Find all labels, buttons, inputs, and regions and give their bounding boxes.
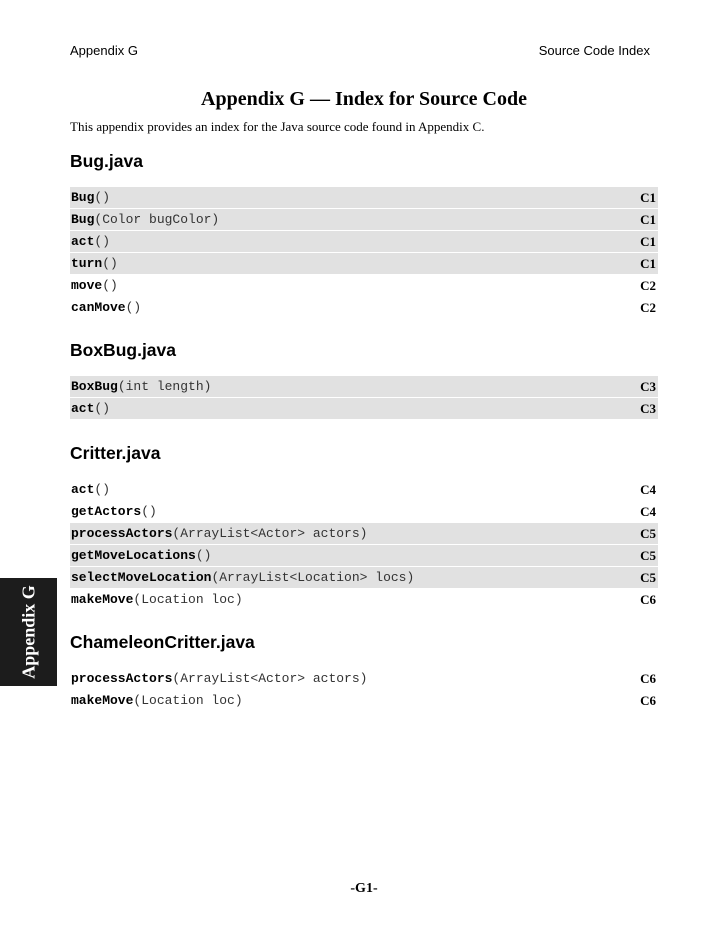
table-row (70, 567, 658, 589)
method-params: (Location loc) (133, 592, 243, 607)
page-reference: C3 (640, 400, 656, 416)
page-reference: C6 (640, 670, 656, 686)
table-row (70, 253, 658, 275)
section-bug-java (70, 150, 658, 319)
page-reference: C1 (640, 255, 656, 271)
index-table (70, 187, 658, 319)
table-row (70, 479, 658, 501)
index-table (70, 668, 658, 712)
method-signature (70, 256, 118, 271)
method-params: () (102, 256, 118, 271)
method-params: () (195, 548, 212, 563)
method-signature (70, 190, 110, 205)
section-heading: BoxBug.java (70, 340, 176, 360)
page-number: -G1- (350, 881, 378, 896)
method-params: () (141, 504, 157, 519)
method-signature (70, 570, 414, 585)
method-signature (70, 212, 219, 227)
method-signature (70, 300, 141, 315)
method-params: (ArrayList<Actor> actors) (172, 526, 368, 541)
table-row (70, 398, 658, 420)
method-params: () (94, 482, 111, 497)
method-name: act (71, 482, 95, 497)
method-signature (70, 504, 157, 519)
side-tab-label: Appendix G (18, 585, 38, 679)
method-name: canMove (71, 300, 126, 315)
section-heading: ChameleonCritter.java (70, 632, 255, 652)
page-reference: C1 (640, 211, 656, 227)
page-reference: C1 (640, 189, 656, 205)
method-name: makeMove (71, 592, 134, 607)
method-signature (70, 671, 367, 686)
table-row (70, 297, 658, 319)
table-row (70, 523, 658, 545)
running-header-right: Source Code Index (538, 43, 650, 58)
method-signature (70, 592, 243, 607)
page-reference: C4 (640, 481, 656, 497)
method-name: makeMove (71, 693, 134, 708)
method-params: () (94, 401, 111, 416)
table-row (70, 668, 658, 690)
method-params: (int length) (117, 379, 212, 394)
method-signature (70, 379, 211, 394)
method-name: getMoveLocations (71, 548, 196, 563)
table-row (70, 501, 658, 523)
method-name: getActors (71, 504, 142, 519)
section-heading: Bug.java (70, 151, 143, 171)
page-reference: C2 (640, 277, 656, 293)
page-reference: C3 (640, 378, 656, 394)
page-title: Appendix G — Index for Source Code (201, 88, 527, 110)
method-name: act (71, 401, 95, 416)
method-params: () (94, 190, 111, 205)
table-row (70, 545, 658, 567)
section-critter-java (70, 442, 658, 611)
table-row (70, 376, 658, 398)
page-reference: C1 (640, 233, 656, 249)
method-signature (70, 693, 243, 708)
section-heading: Critter.java (70, 443, 161, 463)
method-params: (Color bugColor) (94, 212, 220, 227)
section-chameleoncritter-java (70, 631, 658, 712)
table-row (70, 690, 658, 712)
page-reference: C4 (640, 503, 656, 519)
intro-paragraph: This appendix provides an index for the Java source code found in Appendix C. (70, 119, 485, 134)
table-row (70, 275, 658, 297)
method-params: (Location loc) (133, 693, 243, 708)
method-name: move (71, 278, 103, 293)
method-params: (ArrayList<Actor> actors) (172, 671, 368, 686)
method-params: () (102, 278, 118, 293)
table-row (70, 209, 658, 231)
page-reference: C5 (640, 525, 656, 541)
table-row (70, 187, 658, 209)
page-reference: C5 (640, 547, 656, 563)
table-row (70, 589, 658, 611)
table-row (70, 231, 658, 253)
page-reference: C2 (640, 299, 656, 315)
index-table (70, 376, 658, 420)
method-signature (70, 401, 110, 416)
method-signature (70, 234, 110, 249)
method-name: processActors (71, 671, 173, 686)
method-signature (70, 278, 118, 293)
index-table (70, 479, 658, 611)
running-header-left: Appendix G (70, 43, 138, 58)
method-params: () (125, 300, 142, 315)
method-name: Bug (71, 190, 95, 205)
method-name: selectMoveLocation (71, 570, 212, 585)
page-reference: C6 (640, 591, 656, 607)
method-signature (70, 526, 367, 541)
method-name: processActors (71, 526, 173, 541)
method-name: turn (71, 256, 103, 271)
method-name: Bug (71, 212, 95, 227)
section-boxbug-java (70, 339, 658, 420)
page-reference: C5 (640, 569, 656, 585)
method-name: BoxBug (71, 379, 118, 394)
method-name: act (71, 234, 95, 249)
page-reference: C6 (640, 692, 656, 708)
appendix-side-tab (0, 578, 57, 686)
method-signature (70, 482, 110, 497)
method-signature (70, 548, 211, 563)
method-params: () (94, 234, 111, 249)
method-params: (ArrayList<Location> locs) (211, 570, 415, 585)
